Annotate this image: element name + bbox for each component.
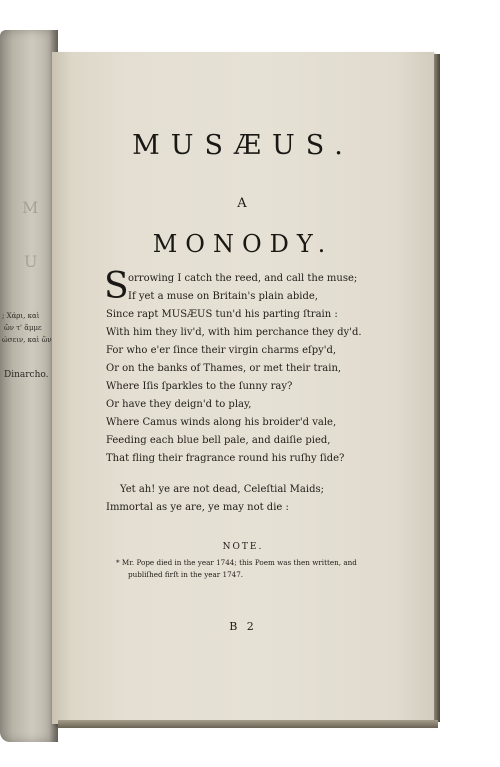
book-bottom-edge (58, 720, 438, 728)
verse-line: Or have they deign'd to play, (106, 399, 252, 410)
footnote-line: * Mr. Pope died in the year 1744; this Poem was then written, and (116, 558, 357, 567)
facing-page-text: ; Χάρι, καὶ (2, 312, 40, 320)
note-heading: NOTE. (222, 542, 264, 552)
verse-line: That fling their fragrance round his ruſhy ſide? (106, 453, 345, 464)
signature-mark: B 2 (229, 620, 257, 633)
footnote-line: publiſhed firſt in the year 1747. (128, 570, 244, 579)
facing-page-text: ώσειν, καὶ ὤν (2, 336, 52, 344)
verse-line: Yet ah! ye are not dead, Celeſtial Maids; (120, 484, 324, 495)
bleed-through-letter: U (24, 252, 38, 271)
subtitle-monody: MONODY. (152, 230, 334, 258)
drop-cap: S (104, 266, 129, 307)
page-edge (434, 54, 440, 722)
facing-page-edge (0, 30, 58, 742)
facing-page-text: ὤν τ' ἄμμε (4, 324, 42, 332)
verse-line: Where Camus winds along his broider'd vale, (106, 417, 337, 428)
poem-title: MUSÆUS. (132, 130, 354, 161)
verse-line: Or on the banks of Thames, or met their train, (106, 363, 342, 374)
verse-line: Immortal as ye are, ye may not die : (106, 502, 289, 513)
subtitle-article: A (237, 196, 249, 211)
verse-line: Where Iſis ſparkles to the ſunny ray? (106, 381, 293, 392)
verse-line: Since rapt MUSÆUS tun'd his parting ſtrain : (106, 309, 338, 320)
verse-line: If yet a muse on Britain's plain abide, (128, 291, 318, 302)
verse-line: Feeding each blue bell pale, and daiſie pied, (106, 435, 331, 446)
verse-line: For who e'er ſince their virgin charms eſpy'd, (106, 345, 337, 356)
verse-line: With him they liv'd, with him perchance they dy'd. (106, 327, 362, 338)
facing-page-text: Dinarcho. (4, 370, 49, 380)
verse-line: orrowing I catch the reed, and call the muse; (128, 273, 358, 284)
bleed-through-letter: M (22, 198, 39, 217)
